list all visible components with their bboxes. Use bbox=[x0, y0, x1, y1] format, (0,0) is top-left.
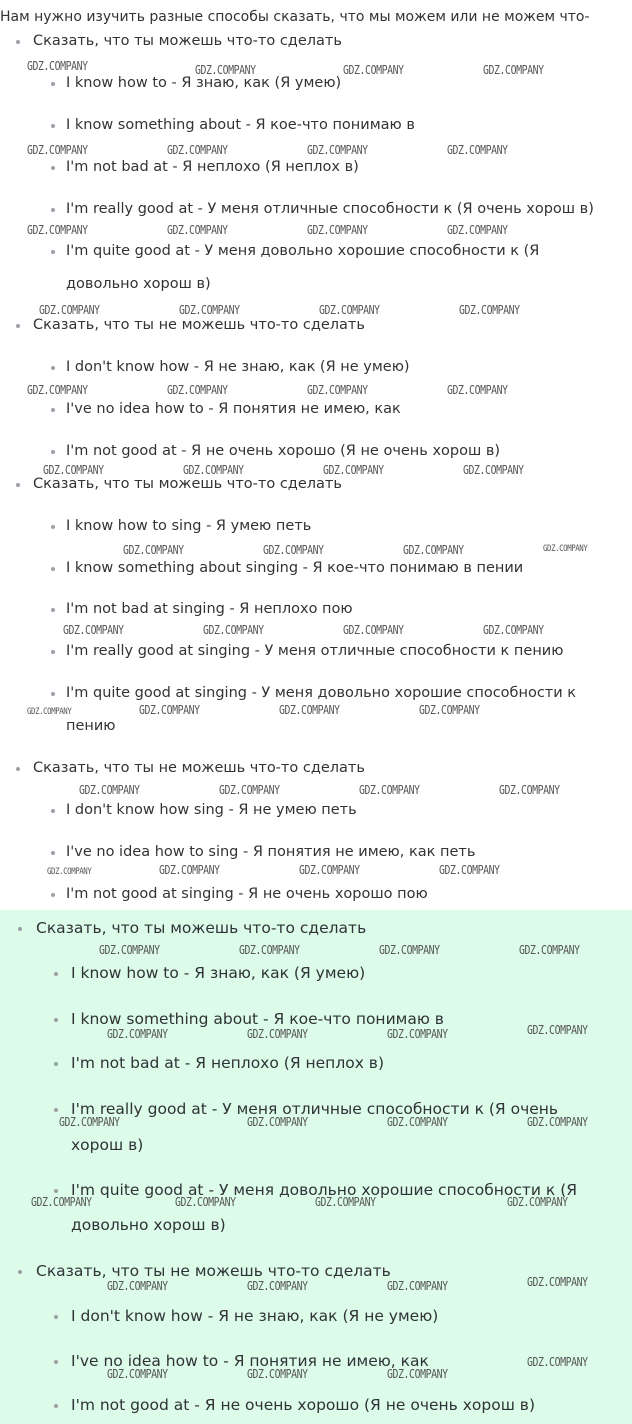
watermark-text: GDZ.COMPANY bbox=[387, 1279, 448, 1293]
list-item: I'm not bad at - Я неплохо (Я неплох в) bbox=[66, 159, 359, 175]
watermark-text: GDZ.COMPANY bbox=[179, 303, 240, 317]
list-item: I know how to sing - Я умею петь bbox=[66, 518, 312, 534]
watermark-text: GDZ.COMPANY bbox=[379, 943, 440, 957]
watermark-text: GDZ.COMPANY bbox=[175, 1195, 236, 1209]
list-item: I know how to - Я знаю, как (Я умею) bbox=[66, 75, 342, 91]
list-item-continuation: хорош в) bbox=[71, 1136, 144, 1154]
watermark-text: GDZ.COMPANY bbox=[387, 1367, 448, 1381]
watermark-text: GDZ.COMPANY bbox=[527, 1275, 588, 1289]
list-item: I've no idea how to - Я понятия не имею, как bbox=[66, 401, 401, 417]
watermark-text: GDZ.COMPANY bbox=[447, 223, 508, 237]
list-item: I don't know how sing - Я не умею петь bbox=[66, 802, 357, 818]
watermark-text: GDZ.COMPANY bbox=[159, 863, 220, 877]
list-item: I'm quite good at - У меня довольно хорошие способности к (Я bbox=[71, 1181, 578, 1199]
watermark-text: GDZ.COMPANY bbox=[419, 703, 480, 717]
watermark-text: GDZ.COMPANY bbox=[99, 943, 160, 957]
watermark-text: GDZ.COMPANY bbox=[167, 383, 228, 397]
watermark-text: GDZ.COMPANY bbox=[323, 463, 384, 477]
list-item-continuation: довольно хорош в) bbox=[71, 1216, 226, 1234]
list-item: I'm quite good at - У меня довольно хорошие способности к (Я bbox=[66, 243, 540, 259]
watermark-text: GDZ.COMPANY bbox=[47, 867, 92, 877]
watermark-text: GDZ.COMPANY bbox=[167, 223, 228, 237]
list-item: I know how to - Я знаю, как (Я умею) bbox=[71, 964, 366, 982]
watermark-text: GDZ.COMPANY bbox=[107, 1027, 168, 1041]
watermark-text: GDZ.COMPANY bbox=[27, 383, 88, 397]
watermark-text: GDZ.COMPANY bbox=[543, 544, 588, 554]
intro-text: Нам нужно изучить разные способы сказать, что мы можем или не можем что- bbox=[0, 9, 590, 25]
watermark-text: GDZ.COMPANY bbox=[307, 143, 368, 157]
watermark-text: GDZ.COMPANY bbox=[247, 1115, 308, 1129]
watermark-text: GDZ.COMPANY bbox=[343, 623, 404, 637]
watermark-text: GDZ.COMPANY bbox=[483, 63, 544, 77]
watermark-text: GDZ.COMPANY bbox=[203, 623, 264, 637]
watermark-text: GDZ.COMPANY bbox=[167, 143, 228, 157]
watermark-text: GDZ.COMPANY bbox=[247, 1027, 308, 1041]
list-item: I'm not good at singing - Я не очень хорошо пою bbox=[66, 886, 428, 902]
watermark-text: GDZ.COMPANY bbox=[459, 303, 520, 317]
list-item-continuation: довольно хорош в) bbox=[66, 276, 211, 292]
watermark-text: GDZ.COMPANY bbox=[27, 143, 88, 157]
watermark-text: GDZ.COMPANY bbox=[387, 1115, 448, 1129]
section-heading: Сказать, что ты можешь что-то сделать bbox=[36, 919, 367, 937]
watermark-text: GDZ.COMPANY bbox=[307, 223, 368, 237]
list-item: I know something about - Я кое-что понимаю в bbox=[71, 1010, 444, 1028]
watermark-text: GDZ.COMPANY bbox=[107, 1367, 168, 1381]
watermark-text: GDZ.COMPANY bbox=[439, 863, 500, 877]
watermark-text: GDZ.COMPANY bbox=[463, 463, 524, 477]
watermark-text: GDZ.COMPANY bbox=[527, 1355, 588, 1369]
section-heading: Сказать, что ты не можешь что-то сделать bbox=[33, 760, 365, 776]
watermark-text: GDZ.COMPANY bbox=[359, 783, 420, 797]
list-item: I'm really good at singing - У меня отличные способности к пению bbox=[66, 643, 564, 659]
list-item: I'm not bad at singing - Я неплохо пою bbox=[66, 601, 353, 617]
highlighted-block bbox=[0, 910, 632, 1424]
watermark-text: GDZ.COMPANY bbox=[263, 543, 324, 557]
list-item: I don't know how - Я не знаю, как (Я не умею) bbox=[71, 1307, 439, 1325]
list-item: I'm not bad at - Я неплохо (Я неплох в) bbox=[71, 1054, 384, 1072]
watermark-text: GDZ.COMPANY bbox=[319, 303, 380, 317]
list-item: I know something about singing - Я кое-что понимаю в пении bbox=[66, 560, 524, 576]
watermark-text: GDZ.COMPANY bbox=[315, 1195, 376, 1209]
watermark-text: GDZ.COMPANY bbox=[307, 383, 368, 397]
list-item: I'm quite good at singing - У меня довольно хорошие способности к bbox=[66, 685, 577, 701]
watermark-text: GDZ.COMPANY bbox=[43, 463, 104, 477]
list-item: I'm not good at - Я не очень хорошо (Я не очень хорош в) bbox=[66, 443, 501, 459]
watermark-text: GDZ.COMPANY bbox=[279, 703, 340, 717]
list-item: I've no idea how to sing - Я понятия не имею, как петь bbox=[66, 844, 476, 860]
watermark-text: GDZ.COMPANY bbox=[299, 863, 360, 877]
watermark-text: GDZ.COMPANY bbox=[483, 623, 544, 637]
watermark-text: GDZ.COMPANY bbox=[195, 63, 256, 77]
watermark-text: GDZ.COMPANY bbox=[107, 1279, 168, 1293]
section-heading: Сказать, что ты можешь что-то сделать bbox=[33, 476, 342, 492]
watermark-text: GDZ.COMPANY bbox=[219, 783, 280, 797]
list-item: I'm really good at - У меня отличные способности к (Я очень bbox=[71, 1100, 559, 1118]
watermark-text: GDZ.COMPANY bbox=[139, 703, 200, 717]
list-item: I know something about - Я кое-что понимаю в bbox=[66, 117, 415, 133]
watermark-text: GDZ.COMPANY bbox=[519, 943, 580, 957]
watermark-text: GDZ.COMPANY bbox=[183, 463, 244, 477]
watermark-text: GDZ.COMPANY bbox=[27, 223, 88, 237]
watermark-text: GDZ.COMPANY bbox=[59, 1115, 120, 1129]
watermark-text: GDZ.COMPANY bbox=[79, 783, 140, 797]
watermark-text: GDZ.COMPANY bbox=[31, 1195, 92, 1209]
watermark-text: GDZ.COMPANY bbox=[39, 303, 100, 317]
list-item: I don't know how - Я не знаю, как (Я не умею) bbox=[66, 359, 410, 375]
watermark-text: GDZ.COMPANY bbox=[343, 63, 404, 77]
watermark-text: GDZ.COMPANY bbox=[27, 707, 72, 717]
watermark-text: GDZ.COMPANY bbox=[123, 543, 184, 557]
watermark-text: GDZ.COMPANY bbox=[387, 1027, 448, 1041]
watermark-text: GDZ.COMPANY bbox=[507, 1195, 568, 1209]
watermark-text: GDZ.COMPANY bbox=[247, 1367, 308, 1381]
watermark-text: GDZ.COMPANY bbox=[239, 943, 300, 957]
watermark-text: GDZ.COMPANY bbox=[447, 383, 508, 397]
watermark-text: GDZ.COMPANY bbox=[527, 1023, 588, 1037]
watermark-text: GDZ.COMPANY bbox=[63, 623, 124, 637]
watermark-text: GDZ.COMPANY bbox=[403, 543, 464, 557]
list-item-continuation: пению bbox=[66, 718, 116, 734]
watermark-text: GDZ.COMPANY bbox=[447, 143, 508, 157]
section-heading: Сказать, что ты не можешь что-то сделать bbox=[33, 317, 365, 333]
list-item: I've no idea how to - Я понятия не имею, как bbox=[71, 1352, 429, 1370]
watermark-text: GDZ.COMPANY bbox=[499, 783, 560, 797]
section-heading: Сказать, что ты не можешь что-то сделать bbox=[36, 1262, 391, 1280]
list-item: I'm not good at - Я не очень хорошо (Я не очень хорош в) bbox=[71, 1396, 535, 1414]
watermark-text: GDZ.COMPANY bbox=[247, 1279, 308, 1293]
watermark-text: GDZ.COMPANY bbox=[527, 1115, 588, 1129]
section-heading: Сказать, что ты можешь что-то сделать bbox=[33, 33, 342, 49]
watermark-text: GDZ.COMPANY bbox=[27, 59, 88, 73]
list-item: I'm really good at - У меня отличные способности к (Я очень хорош в) bbox=[66, 201, 594, 217]
